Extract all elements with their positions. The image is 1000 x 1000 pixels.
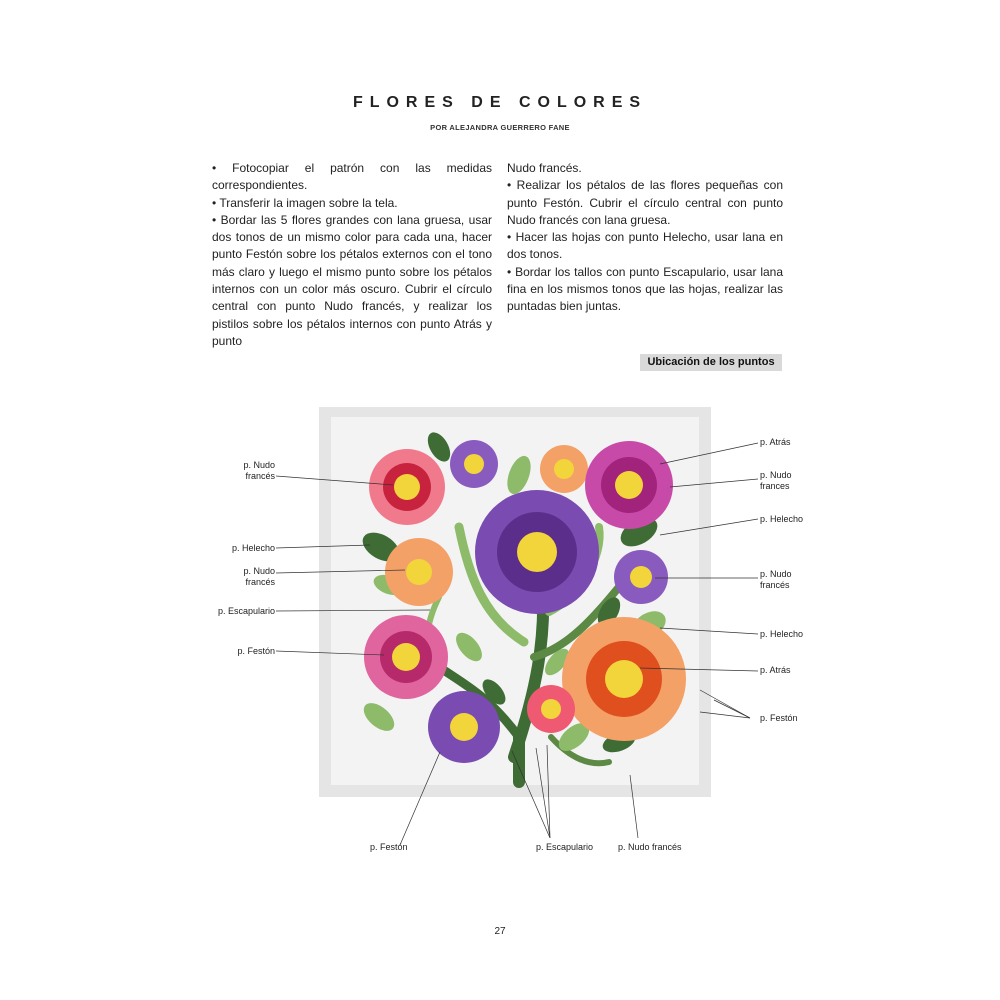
instruction-paragraph: • Realizar los pétalos de las flores pequeñas con punto Festón. Cubrir el círculo central con punto Nudo francés con lana gruesa.: [507, 178, 783, 227]
label-nudo-frances: p. Nudo francés: [618, 842, 682, 852]
instruction-paragraph: • Bordar los tallos con punto Escapulario, usar lana fina en los mismos tonos que las hojas, realizar las puntadas bien juntas.: [507, 264, 783, 314]
label-atras: p. Atrás: [760, 665, 791, 675]
label-nudo-frances: p. Nudo francés: [760, 569, 792, 590]
label-atras: p. Atrás: [760, 437, 791, 447]
instruction-paragraph: • Bordar las 5 flores grandes con lana gruesa, usar dos tonos de un mismo color para cada una, hacer punto Festón sobre los pétalos externos con el tono más claro y luego el mismo punto sobre los pétalos internos con un color más oscuro. Cubrir el círculo central con punto Nudo francés, y realizar los pistilos sobre los pétalos internos con punto Atrás y punto: [212, 212, 492, 348]
label-nudo-frances: p. Nudo francés: [243, 460, 275, 481]
label-feston: p. Festón: [237, 646, 275, 656]
label-helecho: p. Helecho: [231, 543, 275, 553]
page-number: 27: [494, 926, 506, 937]
page-title: FLORES DE COLORES: [352, 94, 648, 111]
instruction-paragraph: • Hacer las hojas con punto Helecho, usar lana en dos tonos.: [507, 230, 783, 262]
instruction-paragraph: • Transferir la imagen sobre la tela.: [212, 195, 398, 210]
label-helecho: p. Helecho: [760, 514, 804, 524]
instruction-paragraph: Nudo francés.: [507, 161, 582, 175]
label-feston: p. Festón: [370, 842, 408, 852]
label-helecho: p. Helecho: [760, 629, 804, 639]
stitch-location-heading: Ubicación de los puntos: [640, 354, 782, 371]
label-escapulario: p. Escapulario: [536, 842, 594, 852]
instruction-paragraph: • Fotocopiar el patrón con las medidas correspondientes.: [212, 161, 492, 193]
label-escapulario: p. Escapulario: [217, 606, 275, 616]
label-nudo-frances: p. Nudo francés: [243, 566, 275, 587]
label-feston: p. Festón: [760, 713, 798, 723]
label-nudo-frances: p. Nudo frances: [760, 470, 792, 491]
author-byline: POR ALEJANDRA GUERRERO FANE: [430, 123, 570, 132]
